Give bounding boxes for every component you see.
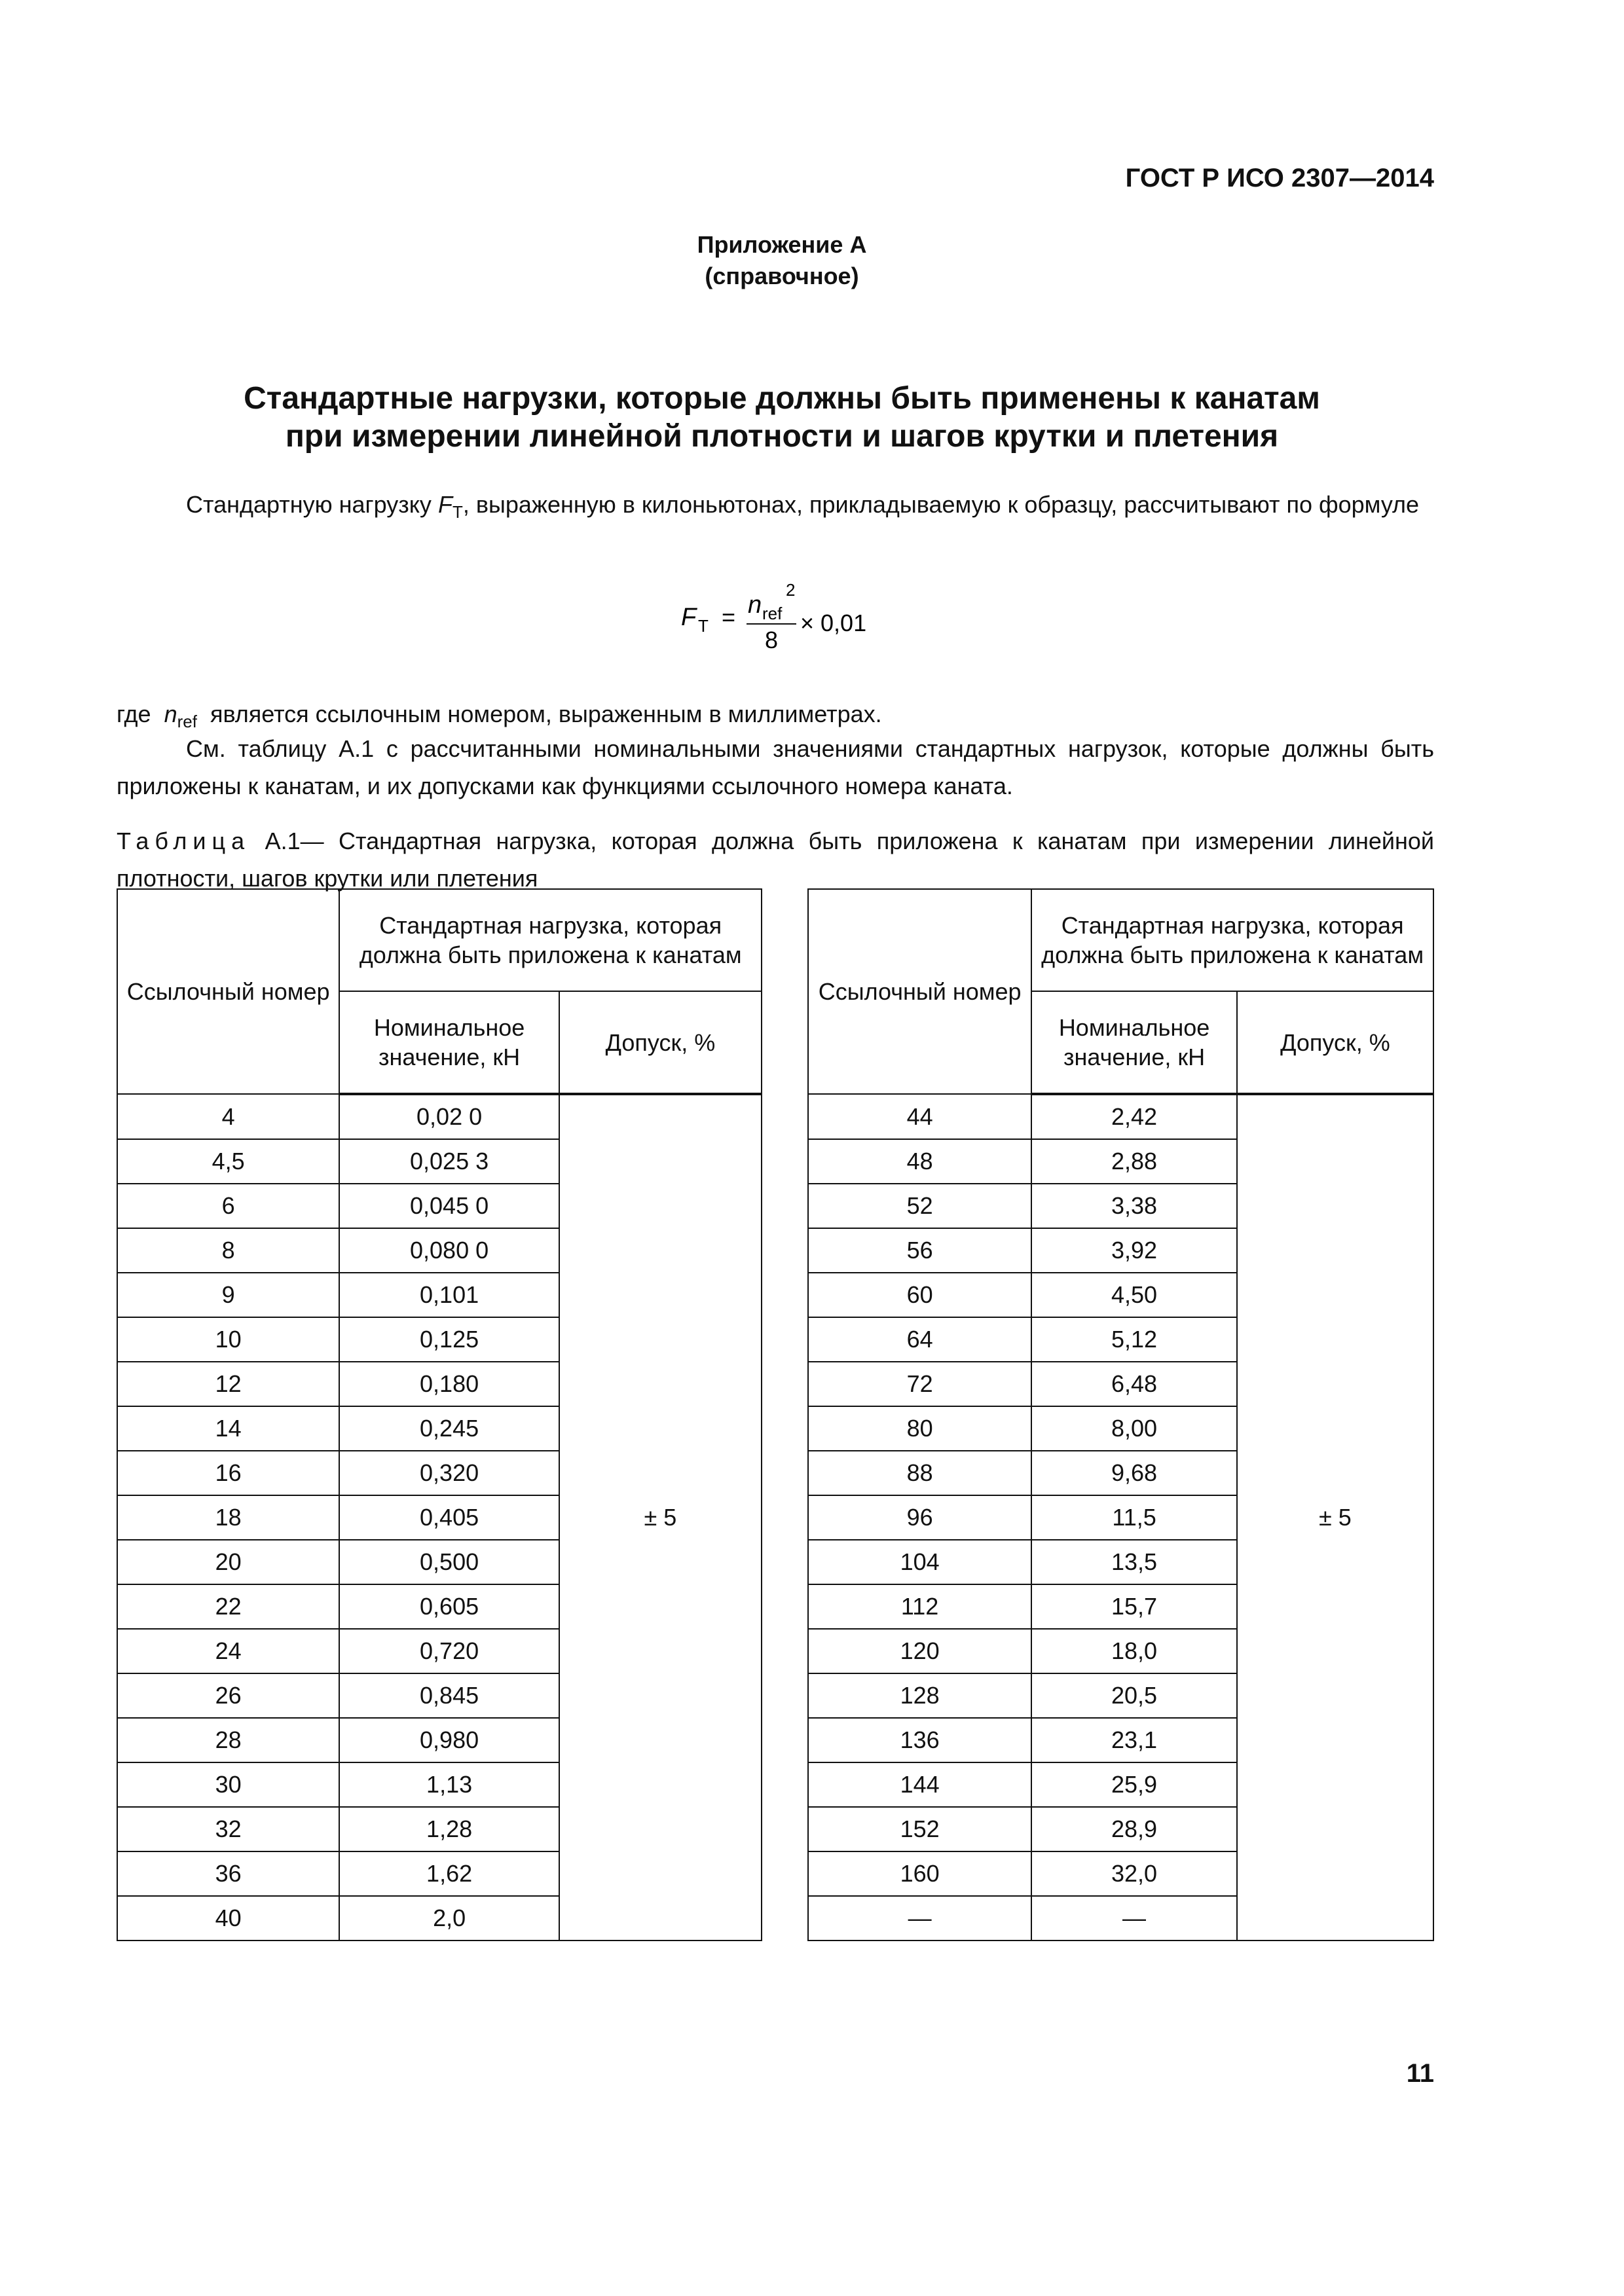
ref-number-cell: 52 (808, 1184, 1031, 1228)
ref-number-cell: 22 (117, 1584, 339, 1629)
nominal-value-cell: 3,92 (1031, 1228, 1237, 1273)
ref-number-cell: 32 (117, 1807, 339, 1851)
ref-number-cell: 128 (808, 1673, 1031, 1718)
ref-number-cell: 16 (117, 1451, 339, 1495)
nominal-value-cell: 2,88 (1031, 1139, 1237, 1184)
load-table-right (807, 888, 1434, 1941)
load-formula (681, 576, 891, 661)
ref-number-cell: 14 (117, 1406, 339, 1451)
table-row (117, 1094, 762, 1139)
formula-graphic (681, 576, 891, 655)
header-ref-number: Ссылочный номер (808, 889, 1031, 1094)
nominal-value-cell: 5,12 (1031, 1317, 1237, 1362)
nominal-value-cell: 0,02 0 (339, 1094, 559, 1139)
nominal-value-cell: 0,845 (339, 1673, 559, 1718)
ref-number-cell: 28 (117, 1718, 339, 1762)
ref-number-cell: 60 (808, 1273, 1031, 1317)
page-number: 11 (1406, 2059, 1434, 2088)
formula-num-sub: ref (762, 604, 783, 623)
left-table-body (117, 1094, 762, 1941)
nominal-value-cell: 6,48 (1031, 1362, 1237, 1406)
ref-number-cell: 44 (808, 1094, 1031, 1139)
ref-number-cell: 12 (117, 1362, 339, 1406)
nominal-value-cell: 13,5 (1031, 1540, 1237, 1584)
see-table-paragraph: См. таблицу А.1 с рассчитанными номинальными значениями стандартных нагрузок, которые должны быть приложены к канатам, и их допусками как функциями ссылочного номера каната. (117, 735, 1434, 799)
ref-number-cell: 36 (117, 1851, 339, 1896)
load-table-left (117, 888, 762, 1941)
nominal-value-cell: 0,180 (339, 1362, 559, 1406)
right-table-body (808, 1094, 1433, 1941)
page-heading (0, 380, 1564, 456)
formula-den: 8 (765, 627, 779, 653)
nominal-value-cell: 28,9 (1031, 1807, 1237, 1851)
ref-number-cell: 26 (117, 1673, 339, 1718)
nominal-value-cell: 18,0 (1031, 1629, 1237, 1673)
caption-text: А.1— Стандартная нагрузка, которая должна быть приложена к канатам при измерении линейной плотности, шагов крутки или плетения (117, 828, 1434, 892)
nominal-value-cell: 1,62 (339, 1851, 559, 1896)
annex-label: Приложение А (697, 231, 867, 258)
nominal-value-cell: 23,1 (1031, 1718, 1237, 1762)
nominal-value-cell: — (1031, 1896, 1237, 1941)
formula-num-base: n (748, 591, 762, 619)
ref-number-cell: 10 (117, 1317, 339, 1362)
ref-number-cell: 56 (808, 1228, 1031, 1273)
nominal-value-cell: 4,50 (1031, 1273, 1237, 1317)
header-tolerance: Допуск, % (559, 991, 762, 1094)
nominal-value-cell: 0,125 (339, 1317, 559, 1362)
nominal-value-cell: 15,7 (1031, 1584, 1237, 1629)
nominal-value-cell: 9,68 (1031, 1451, 1237, 1495)
heading-line-2: при измерении линейной плотности и шагов крутки и плетения (285, 419, 1279, 454)
nominal-value-cell: 1,28 (339, 1807, 559, 1851)
table-caption (117, 822, 1434, 897)
ref-number-cell: 120 (808, 1629, 1031, 1673)
formula-lhs-sub: T (698, 616, 709, 636)
ref-number-cell: 18 (117, 1495, 339, 1540)
formula-factor: × 0,01 (800, 610, 867, 636)
ref-number-cell: 4 (117, 1094, 339, 1139)
annex-subtitle: (справочное) (705, 263, 859, 289)
nominal-value-cell: 0,500 (339, 1540, 559, 1584)
intro-paragraph: Стандартную нагрузку $F_T$, выраженную в килоньютонах, прикладываемую к образцу, рассчитывают по формуле (186, 491, 1420, 522)
annex-title (0, 229, 1564, 292)
nominal-value-cell: 8,00 (1031, 1406, 1237, 1451)
nominal-value-cell: 20,5 (1031, 1673, 1237, 1718)
ref-number-cell: — (808, 1896, 1031, 1941)
ref-number-cell: 72 (808, 1362, 1031, 1406)
standard-designation: ГОСТ Р ИСО 2307—2014 (1125, 164, 1434, 192)
nominal-value-cell: 2,42 (1031, 1094, 1237, 1139)
ref-number-cell: 80 (808, 1406, 1031, 1451)
ref-number-cell: 48 (808, 1139, 1031, 1184)
nominal-value-cell: 0,045 0 (339, 1184, 559, 1228)
ref-number-cell: 112 (808, 1584, 1031, 1629)
ref-number-cell: 8 (117, 1228, 339, 1273)
nominal-value-cell: 0,980 (339, 1718, 559, 1762)
formula-lhs: F (681, 604, 697, 631)
nominal-value-cell: 0,320 (339, 1451, 559, 1495)
nominal-value-cell: 2,0 (339, 1896, 559, 1941)
ref-number-cell: 144 (808, 1762, 1031, 1807)
ref-number-cell: 4,5 (117, 1139, 339, 1184)
tolerance-cell: ± 5 (559, 1094, 762, 1941)
ref-number-cell: 64 (808, 1317, 1031, 1362)
ref-number-cell: 9 (117, 1273, 339, 1317)
ref-number-cell: 30 (117, 1762, 339, 1807)
heading-line-1: Стандартные нагрузки, которые должны быть применены к канатам (244, 381, 1320, 416)
where-paragraph: где $n_{ref}$ является ссылочным номером, выраженным в миллиметрах. (117, 701, 882, 732)
ref-number-cell: 152 (808, 1807, 1031, 1851)
nominal-value-cell: 0,720 (339, 1629, 559, 1673)
ref-number-cell: 6 (117, 1184, 339, 1228)
header-nominal: Номинальное значение, кН (1031, 991, 1237, 1094)
ref-number-cell: 24 (117, 1629, 339, 1673)
nominal-value-cell: 32,0 (1031, 1851, 1237, 1896)
nominal-value-cell: 0,405 (339, 1495, 559, 1540)
formula-eq: = (722, 604, 736, 630)
ref-number-cell: 40 (117, 1896, 339, 1941)
nominal-value-cell: 0,605 (339, 1584, 559, 1629)
ref-number-cell: 160 (808, 1851, 1031, 1896)
header-ref-number: Ссылочный номер (117, 889, 339, 1094)
tolerance-cell: ± 5 (1237, 1094, 1433, 1941)
nominal-value-cell: 25,9 (1031, 1762, 1237, 1807)
header-tolerance: Допуск, % (1237, 991, 1433, 1094)
nominal-value-cell: 11,5 (1031, 1495, 1237, 1540)
ref-number-cell: 88 (808, 1451, 1031, 1495)
formula-num-sup: 2 (786, 580, 796, 600)
nominal-value-cell: 0,101 (339, 1273, 559, 1317)
table-row (808, 1094, 1433, 1139)
ref-number-cell: 20 (117, 1540, 339, 1584)
ref-number-cell: 96 (808, 1495, 1031, 1540)
nominal-value-cell: 0,245 (339, 1406, 559, 1451)
caption-label: Таблица (117, 828, 251, 854)
ref-number-cell: 104 (808, 1540, 1031, 1584)
header-nominal: Номинальное значение, кН (339, 991, 559, 1094)
header-standard-load: Стандартная нагрузка, которая должна быть приложена к канатам (339, 889, 762, 991)
nominal-value-cell: 0,080 0 (339, 1228, 559, 1273)
nominal-value-cell: 0,025 3 (339, 1139, 559, 1184)
nominal-value-cell: 3,38 (1031, 1184, 1237, 1228)
header-standard-load: Стандартная нагрузка, которая должна быть приложена к канатам (1031, 889, 1433, 991)
nominal-value-cell: 1,13 (339, 1762, 559, 1807)
ref-number-cell: 136 (808, 1718, 1031, 1762)
